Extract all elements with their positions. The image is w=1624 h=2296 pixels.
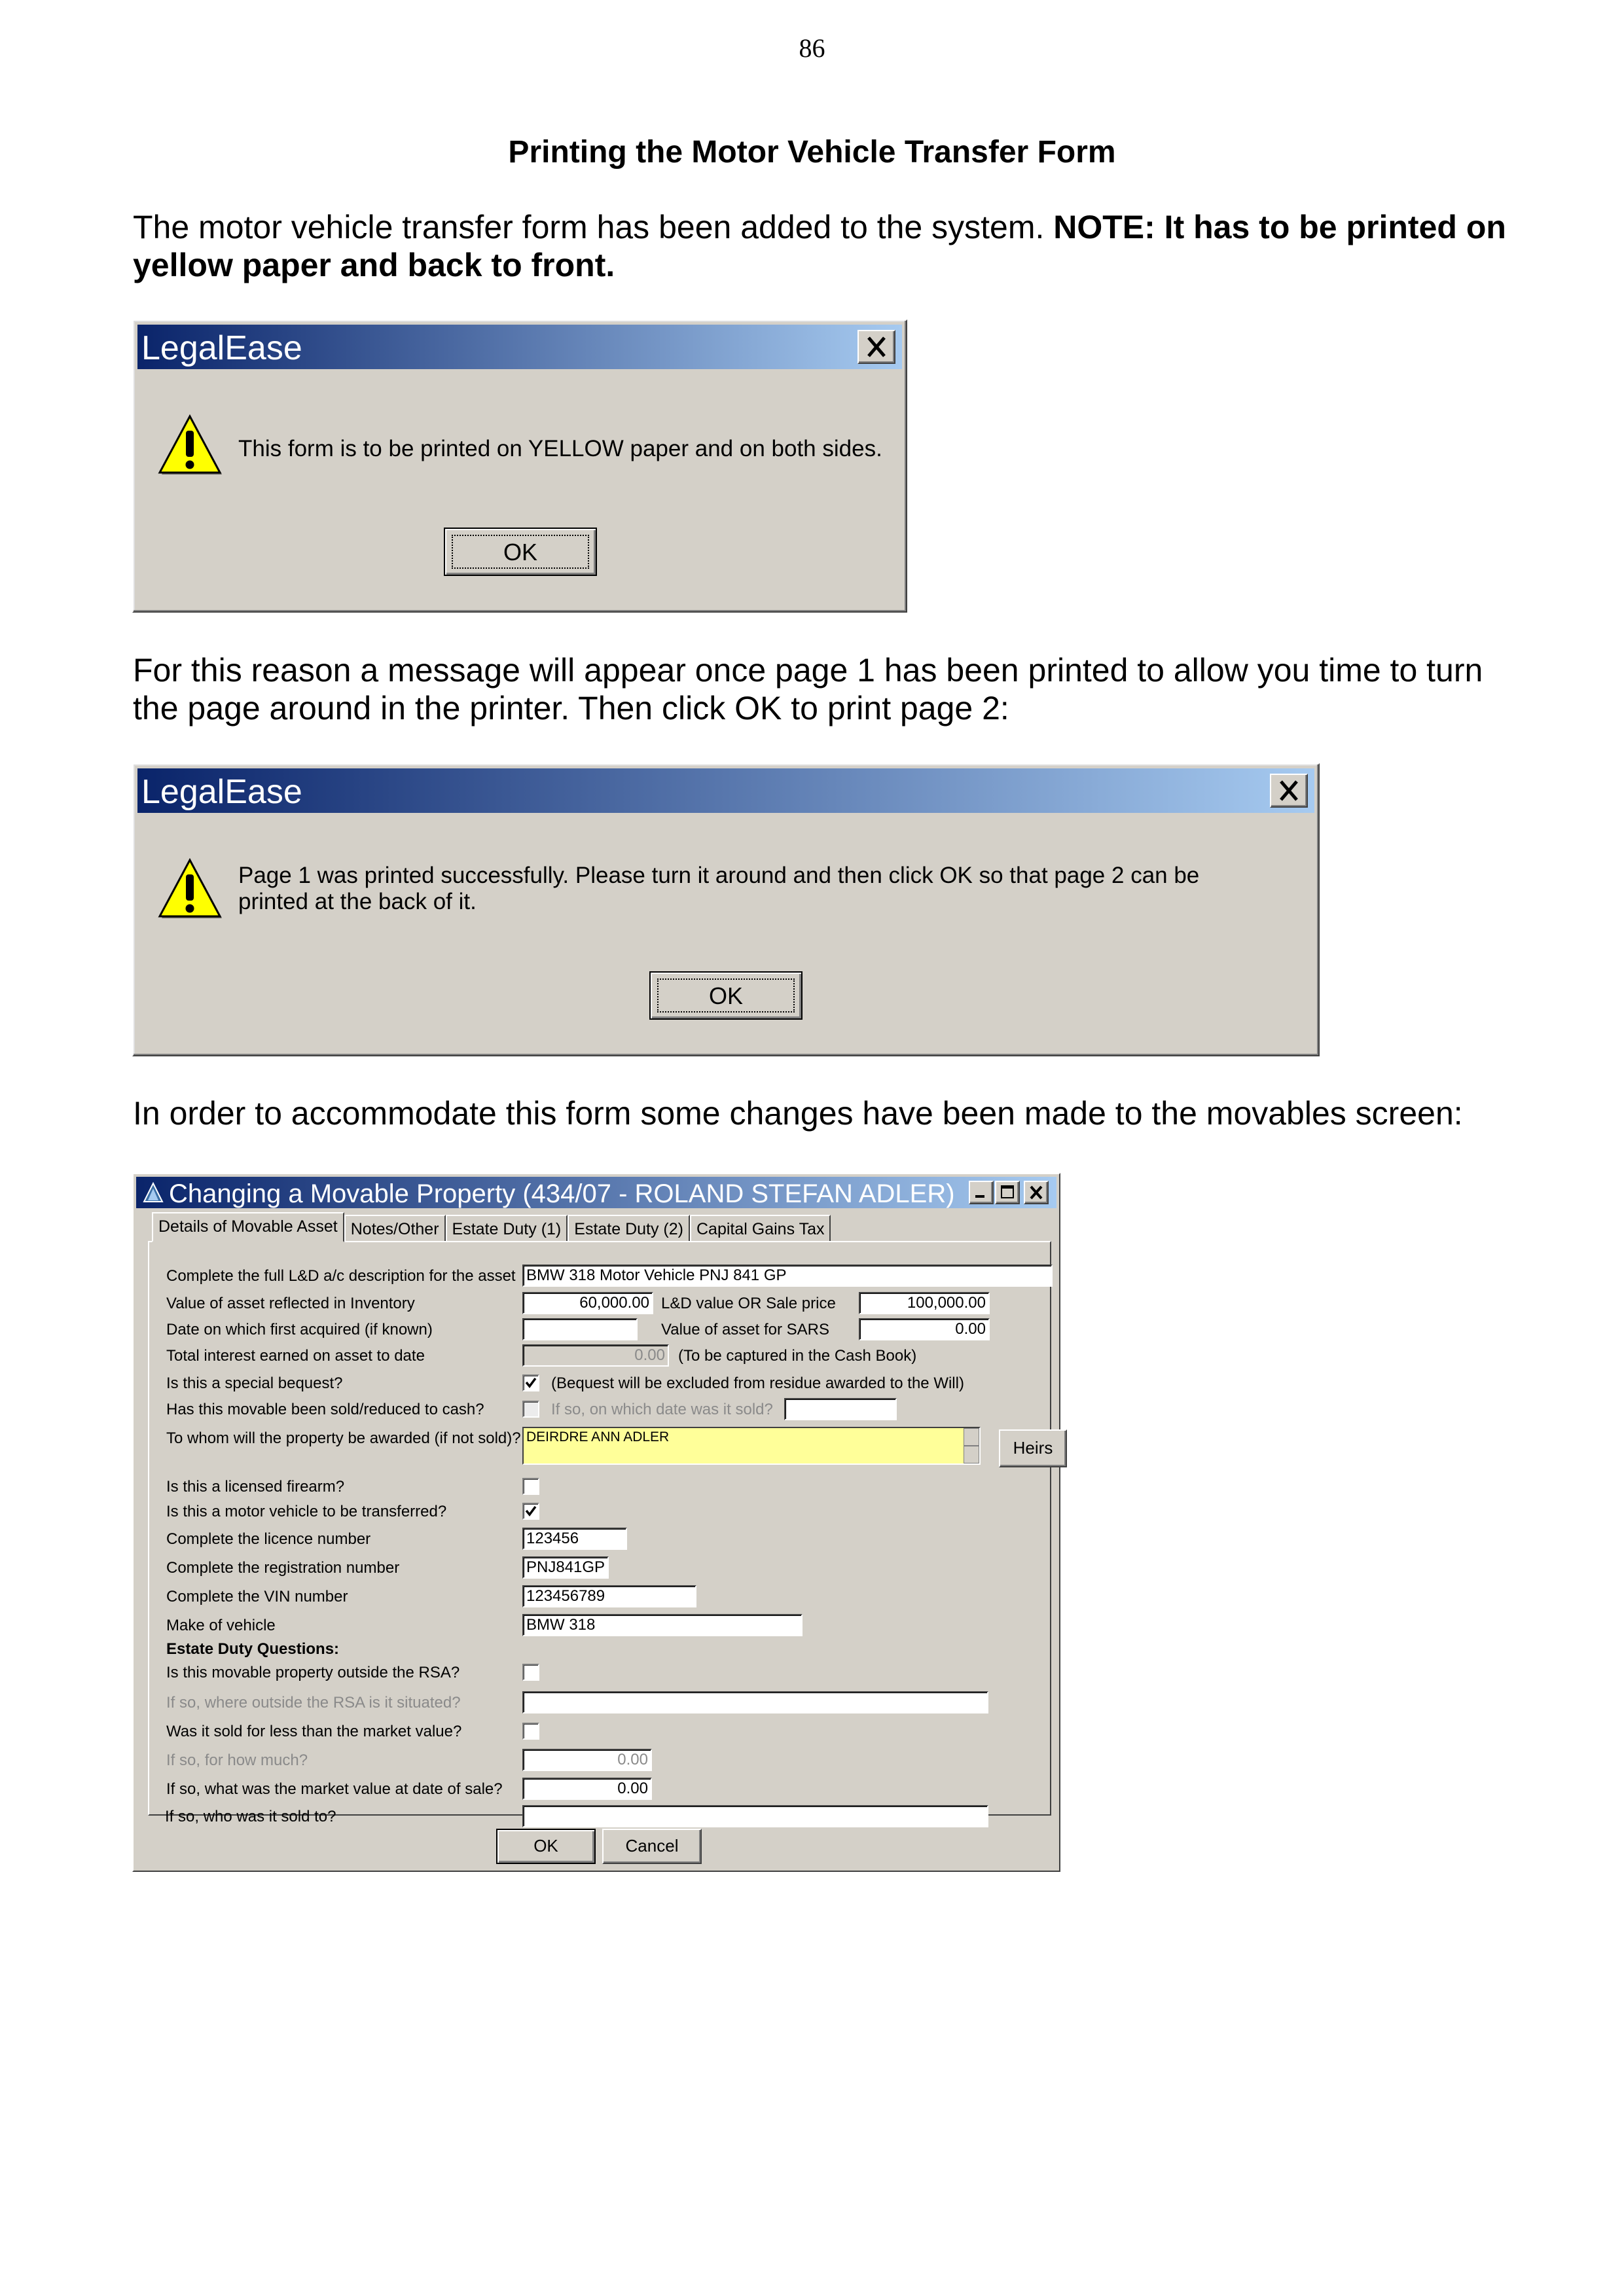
licence-number-label: Complete the licence number [166,1530,371,1548]
sold-reduced-label: Has this movable been sold/reduced to cash? [166,1401,484,1418]
maximize-button[interactable] [995,1181,1020,1204]
estate-duty-heading: Estate Duty Questions: [166,1640,340,1658]
intro-paragraph [133,208,1507,284]
registration-number-field[interactable]: PNJ841GP [522,1556,609,1579]
scroll-up-arrow[interactable] [964,1428,979,1446]
page-title: Printing the Motor Vehicle Transfer Form [508,135,1116,170]
licensed-firearm-label: Is this a licensed firearm? [166,1478,345,1496]
sold-to-label: If so, who was it sold to? [165,1808,336,1825]
vin-number-label: Complete the VIN number [166,1588,348,1605]
registration-number-label: Complete the registration number [166,1559,400,1577]
details-panel [148,1241,1051,1816]
special-bequest-checkbox[interactable] [522,1374,539,1391]
sold-reduced-checkbox[interactable] [522,1401,539,1418]
ld-value-field[interactable]: 100,000.00 [859,1292,990,1314]
ok-button[interactable] [649,971,803,1020]
market-value-field[interactable]: 0.00 [522,1778,652,1800]
tab-details-of-movable-asset[interactable]: Details of Movable Asset [152,1212,344,1242]
scroll-down-arrow[interactable] [964,1446,979,1463]
cash-book-note: (To be captured in the Cash Book) [678,1347,917,1365]
dialog-title: LegalEase [141,773,302,811]
checkmark-icon [524,1376,537,1390]
description-field[interactable]: BMW 318 Motor Vehicle PNJ 841 GP [522,1265,1053,1287]
inventory-value-field[interactable]: 60,000.00 [522,1292,653,1314]
ld-value-label: L&D value OR Sale price [661,1295,836,1312]
close-button[interactable] [1270,774,1308,808]
sars-value-label: Value of asset for SARS [661,1321,830,1338]
where-outside-label: If so, where outside the RSA is it situated? [166,1694,461,1712]
intro-note: NOTE: It has to be printed on yellow paper and back to front. [133,209,1506,283]
ok-label: OK [657,978,795,1013]
window-titlebar [136,1177,1056,1208]
total-interest-label: Total interest earned on asset to date [166,1347,425,1365]
make-field[interactable]: BMW 318 [522,1614,803,1636]
intro-text: The motor vehicle transfer form has been added to the system. [133,209,1054,245]
tab-strip [152,1212,831,1242]
sold-date-field[interactable] [784,1398,897,1420]
dialog-title: LegalEase [141,329,302,367]
legalease-dialog-page-turn [132,763,1320,1056]
date-acquired-label: Date on which first acquired (if known) [166,1321,433,1338]
window-title: Changing a Movable Property (434/07 - ROLAND STEFAN ADLER) [169,1179,955,1208]
close-icon [1271,775,1307,806]
movable-property-window [132,1173,1060,1872]
outside-rsa-label: Is this movable property outside the RSA? [166,1664,460,1681]
dialog-message: Page 1 was printed successfully. Please turn it around and then click OK so that page 2 can be printed at the back of it. [238,863,1200,914]
dialog-message: This form is to be printed on YELLOW paper and on both sides. [238,436,882,461]
dialog-titlebar [137,768,1314,813]
inventory-value-label: Value of asset reflected in Inventory [166,1295,415,1312]
market-value-label: If so, what was the market value at date of sale? [166,1780,503,1798]
special-bequest-label: Is this a special bequest? [166,1374,343,1392]
sold-to-field[interactable] [522,1805,988,1827]
motor-vehicle-checkbox[interactable] [522,1503,539,1520]
sold-less-checkbox[interactable] [522,1723,539,1740]
close-icon [859,331,894,363]
outside-rsa-checkbox[interactable] [522,1664,539,1681]
warning-icon [157,412,223,478]
motor-vehicle-label: Is this a motor vehicle to be transferred? [166,1503,447,1520]
tab-capital-gains-tax[interactable]: Capital Gains Tax [690,1215,831,1242]
where-outside-field[interactable] [522,1691,988,1713]
maximize-icon [996,1182,1019,1203]
how-much-field[interactable]: 0.00 [522,1749,652,1771]
legalease-dialog-yellow-paper [132,319,907,613]
minimize-button[interactable] [969,1181,994,1204]
heirs-button[interactable]: Heirs [999,1429,1067,1467]
make-label: Make of vehicle [166,1617,276,1634]
vin-number-field[interactable]: 123456789 [522,1585,696,1607]
awarded-to-field[interactable]: DEIRDRE ANN ADLER [522,1427,981,1465]
checkmark-icon [524,1505,537,1518]
sold-less-label: Was it sold for less than the market value? [166,1723,462,1740]
licence-number-field[interactable]: 123456 [522,1528,627,1550]
close-button[interactable] [1024,1181,1049,1204]
awarded-to-scrollbar[interactable] [964,1428,979,1463]
description-label: Complete the full L&D a/c description for the asset [166,1267,516,1285]
ok-button[interactable] [444,528,597,576]
app-icon [143,1182,164,1203]
cancel-button[interactable]: Cancel [602,1829,702,1864]
warning-icon [157,856,223,922]
total-interest-field: 0.00 [522,1344,669,1367]
close-icon [1025,1182,1047,1203]
tab-notes-other[interactable]: Notes/Other [344,1215,446,1242]
close-button[interactable] [857,330,895,364]
awarded-to-label: To whom will the property be awarded (if not sold)? [166,1429,521,1447]
sold-date-label: If so, on which date was it sold? [551,1401,773,1418]
minimize-icon [970,1182,992,1203]
how-much-label: If so, for how much? [166,1751,308,1769]
ok-button[interactable]: OK [496,1829,596,1864]
sars-value-field[interactable]: 0.00 [859,1318,990,1340]
date-acquired-field[interactable] [522,1318,638,1340]
dialog-titlebar [137,325,902,369]
ok-label: OK [452,535,589,569]
tab-estate-duty-2[interactable]: Estate Duty (2) [568,1215,690,1242]
instruction-paragraph: For this reason a message will appear once page 1 has been printed to allow you time to turn the page around in the printer. Then click OK to print page 2: [133,652,1483,726]
bequest-note: (Bequest will be excluded from residue awarded to the Will) [551,1374,964,1392]
licensed-firearm-checkbox[interactable] [522,1478,539,1495]
page-number: 86 [799,33,825,63]
changes-paragraph: In order to accommodate this form some changes have been made to the movables screen: [133,1095,1463,1132]
tab-estate-duty-1[interactable]: Estate Duty (1) [446,1215,568,1242]
